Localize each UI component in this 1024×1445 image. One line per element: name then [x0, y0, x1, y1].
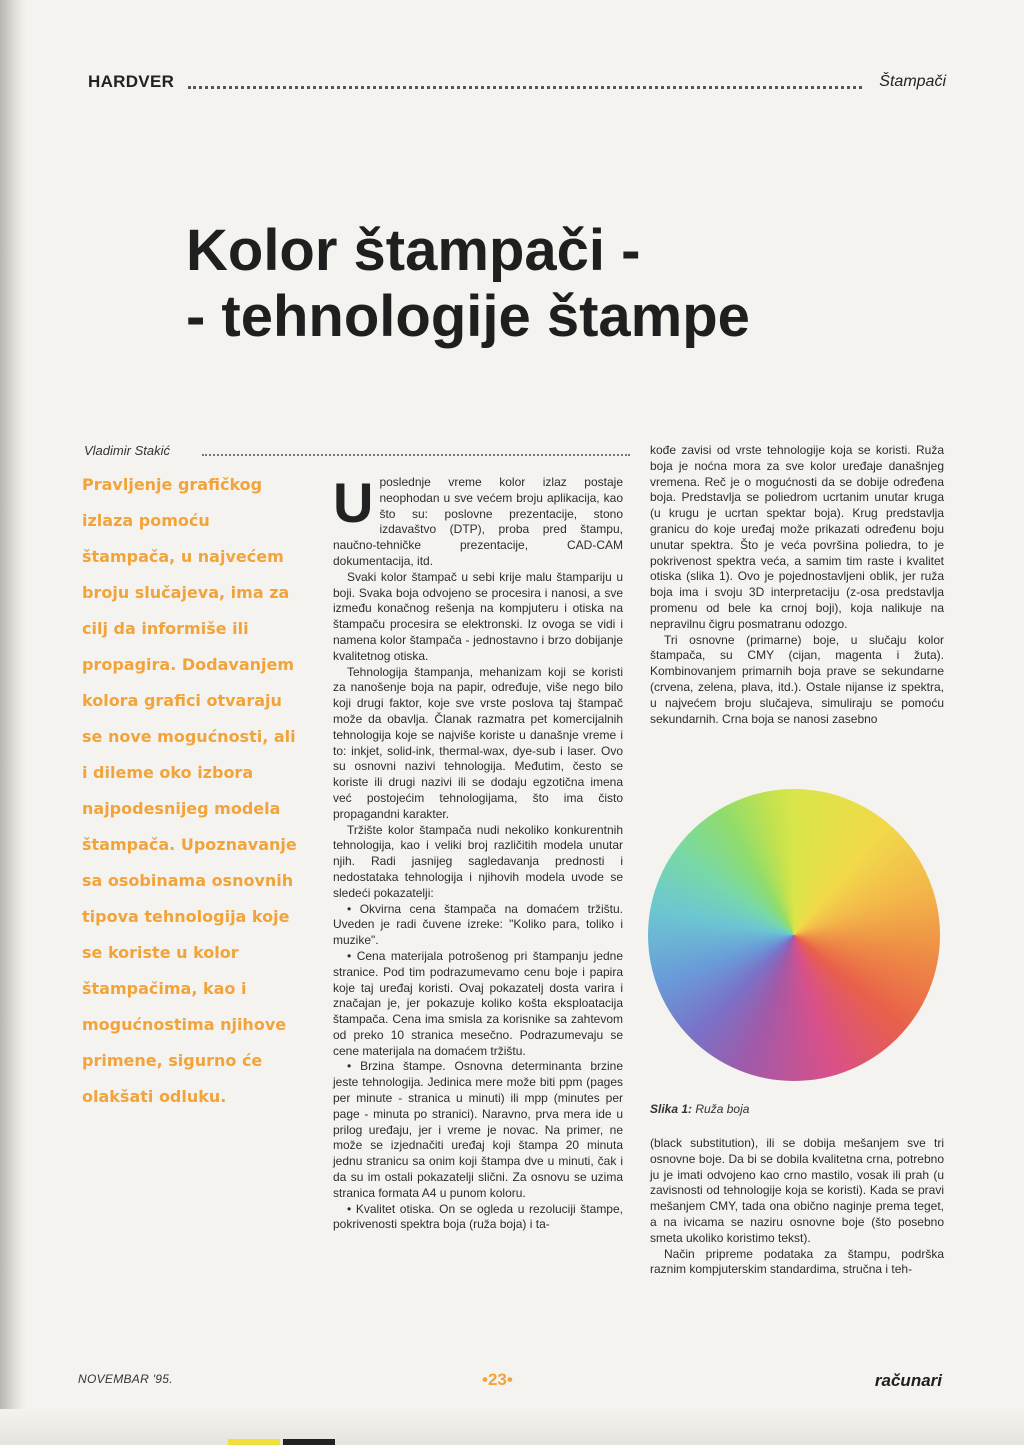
- body-paragraph: Tržište kolor štampača nudi nekoliko konkurentnih tehnologija, kao i veliki broj različitih modela unutar njih. Radi jasnijeg sagledavanja prednosti i nedostataka tehnologija i njihovih modela uvode se sledeći pokazatelji:: [333, 822, 623, 900]
- section-name: HARDVER: [88, 72, 175, 91]
- body-paragraph: Način pripreme podataka za štampu, podrška raznim kompjuterskim standardima, stručna i teh-: [650, 1246, 944, 1277]
- body-paragraph: kođe zavisi od vrste tehnologije koja se koristi. Ruža boja je noćna mora za sve kolor uređaje današnjeg vremena. Reč je o mogućnosti da se dobije određena boja. Predstavlja se poliedrom ucrtanim unutar kruga (u krugu je ucrtan spektar boja). Krug predstavlja granicu do koje uređaj može prikazati određenu boju unutar spektra. Što je veća površina poliedra, to je pokrivenost spektra veća, a samim tim raste i kvalitet otiska (slika 1). Ovo je pojednostavljeni oblik, jer ruža boja ima i svoju 3D interpretaciju (z-osa predstavlja promenu od bele ka crnoj boji), koja nalikuje na nepravilnu čigru posmatranu odozgo.: [650, 443, 944, 631]
- body-paragraph: Tri osnovne (primarne) boje, u slučaju kolor štampača, su CMY (cijan, magenta i žuta). Kombinovanjem primarnih boja prave se sekundarne (crvena, zelena, plava, itd.). Ostale nijanse iz spektra, u najvećem broju slučajeva, simuliraju se pomoću sekundarnih. Crna boja se nanosi zasebno: [650, 632, 944, 726]
- title-line-2: - tehnologije štampe: [186, 284, 750, 349]
- opening-paragraph-text: poslednje vreme kolor izlaz postaje neophodan u sve većem broju aplikacija, kao što su: poslovne prezentacije, stono izdavaštvo (DTP), proba pred štampu, naučno-tehničke prezentacije, CAD-CAM dokumentacija, itd.: [333, 475, 623, 568]
- figure-label: Slika 1:: [650, 1102, 693, 1116]
- issue-date: NOVEMBAR '95.: [78, 1372, 173, 1386]
- header-dot-leader: [188, 86, 862, 89]
- page-bottom-edge: [0, 1409, 1024, 1445]
- magazine-name: računari: [874, 1371, 942, 1390]
- page-number: •23•: [482, 1370, 513, 1389]
- article-column-3-top: [650, 443, 944, 727]
- body-paragraph: Tehnologija štampanja, mehanizam koji se koristi za nanošenje boja na papir, određuje, više nego bilo koji drugi faktor, koje sve vrste poslova taj štampač može da obavlja. Članak razmatra pet komercijalnih tehnologija koje se najviše koriste u današnje vreme i to: inkjet, solid-ink, thermal-wax, dye-sub i laser. Ovo su osnovni nazivi tehnologija. Međutim, često se koriste ili drugi nazivi ili se dodaju egzotična imena već postojećim tehnologijama, što ima čisto propagandni karakter.: [333, 664, 623, 821]
- bullet-item: • Cena materijala potrošenog pri štampanju jedne stranice. Pod tim podrazumevamo cenu boje i papira koje taj uređaj koristi. Ovaj pokazatelj dosta varira i značajan je, jer pokazuje koliko košta eksploatacija štampača. Cena ima smisla za korisnike sa zahtevom od preko 10 stranica mesečno. Podrazumevaju se cene materijala na domaćem tržištu.: [333, 948, 623, 1058]
- print-color-bar-black: [283, 1439, 335, 1445]
- lead-paragraph: Pravljenje grafičkog izlaza pomoću štampača, u najvećem broju slučajeva, ima za cilj da informiše ili propagira. Dodavanjem kolora grafici otvaraju se nove mogućnosti, ali i dileme oko izbora najpodesnijeg modela štampača. Upoznavanje sa osobinama osnovnih tipova tehnologija koje se koriste u kolor štampačima, kao i mogućnostima njihove primene, sigurno će olakšati odluku.: [82, 475, 297, 1106]
- bullet-item: • Brzina štampe. Osnovna determinanta brzine jeste tehnologija. Jedinica mere može biti ppm (pages per minute - stranica u minuti) ili mpp (minutes per page - minuta po stranici). Naravno, prva mera ide u prilog uređaju, jer i vreme je novac. Na primer, ne može se izjednačiti uređaj koji štampa 20 minuta jednu stranicu sa onim koji štampa dve u minuti, čak i da su im ostali pokazatelji slični. Za osnovu se uzima stranica formata A4 u punom koloru.: [333, 1059, 623, 1200]
- running-header: [88, 72, 946, 96]
- bullet-item: • Okvirna cena štampača na domaćem tržištu. Uveden je radi čuvene izreke: "Koliko para, toliko i muzike".: [333, 901, 623, 948]
- opening-paragraph: [333, 471, 623, 570]
- body-paragraph: (black substitution), ili se dobija mešanjem sve tri osnovne boje. Da bi se dobila kvalitetna crna, potrebno ju je imati odvojeno kao crno mastilo, vosak ili prah (u zavisnosti od tehnologije koja se koristi). Kada se pravi mešanjem CMY, tada ona obično naginje prema teget, a na ivicama se naziru osnovne boje (što posebno smeta ukoliko koristimo tekst).: [650, 1136, 944, 1245]
- page-binding-shadow: [0, 0, 26, 1445]
- section-topic: Štampači: [879, 73, 946, 90]
- article-column-3-bottom: [650, 1136, 944, 1278]
- article-title: [186, 218, 806, 350]
- drop-cap: U: [333, 471, 374, 534]
- color-wheel-figure: [648, 789, 940, 1081]
- print-color-bar-yellow: [228, 1439, 280, 1445]
- article-column-2: [333, 471, 623, 1233]
- byline-dot-leader: [202, 454, 630, 456]
- title-line-1: Kolor štampači -: [186, 218, 641, 283]
- body-paragraph: Svaki kolor štampač u sebi krije malu štampariju u boji. Svaka boja odvojeno se procesira i nanosi, a sve između konačnog rešenja na kompjuteru i otiska na štampaču procesira se elektronski. Iz ovoga se vidi i namena kolor štampača - jednostavno i brzo dobijanje kvalitetnog otiska.: [333, 569, 623, 663]
- figure-caption: [650, 1102, 749, 1116]
- bullet-item: • Kvalitet otiska. On se ogleda u rezoluciji štampe, pokrivenosti spektra boja (ruža boja) i ta-: [333, 1201, 623, 1232]
- author-name: Vladimir Stakić: [84, 443, 170, 458]
- byline: [84, 443, 630, 461]
- figure-caption-text: Ruža boja: [695, 1102, 750, 1116]
